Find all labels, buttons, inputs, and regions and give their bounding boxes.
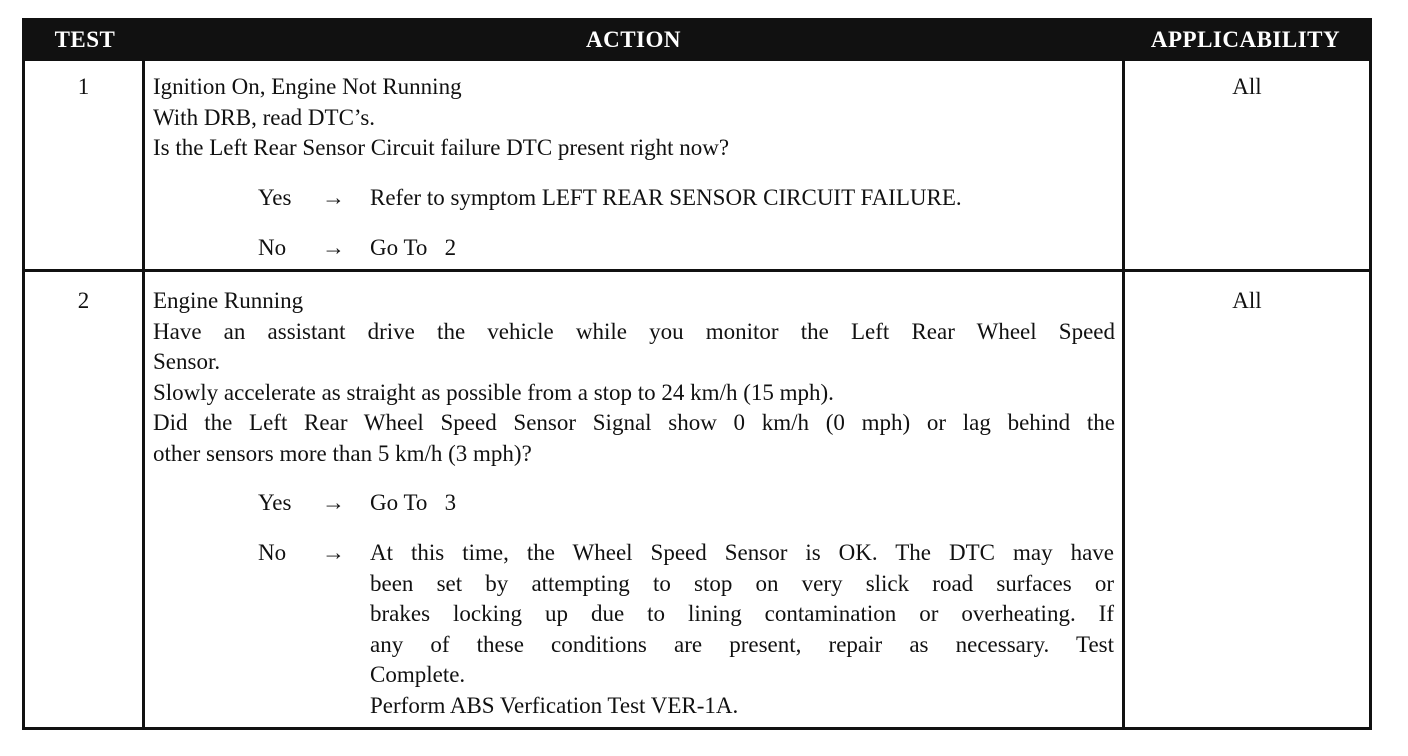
action-line: Sensor. (153, 349, 221, 374)
no-label: No (258, 235, 287, 260)
test-number: 1 (77, 74, 90, 99)
yes-label: Yes (258, 185, 292, 210)
action-text (153, 286, 1115, 469)
applicability-value: All (1232, 288, 1262, 313)
no-result: Go To 2 (370, 235, 457, 260)
action-line: Slowly accelerate as straight as possible from a stop to 24 km/h (15 mph). (153, 379, 834, 405)
action-text (153, 72, 729, 164)
header-action: ACTION (585, 27, 681, 52)
header-applicability: APPLICABILITY (1150, 27, 1341, 52)
row-divider (25, 269, 1369, 272)
result-line: brakes locking up due to lining contamination or overheating. If (370, 601, 1114, 626)
arrow-icon: → (322, 490, 345, 515)
action-line: other sensors more than 5 km/h (3 mph)? (153, 440, 532, 466)
arrow-icon: → (322, 540, 345, 565)
result-line: any of these conditions are present, repair as necessary. Test (370, 631, 1114, 657)
action-line: Did the Left Rear Wheel Speed Sensor Signal show 0 km/h (0 mph) or lag behind the (153, 410, 1115, 435)
action-line: Have an assistant drive the vehicle while you monitor the Left Rear Wheel Speed (153, 318, 1115, 344)
action-line: Engine Running (153, 288, 304, 313)
result-line: been set by attempting to stop on very slick road surfaces or (370, 570, 1114, 596)
yes-result: Go To 3 (370, 490, 457, 515)
no-result (370, 538, 1114, 721)
table-header (25, 21, 1369, 61)
action-line: Ignition On, Engine Not Running (153, 74, 462, 99)
yes-label: Yes (258, 490, 292, 515)
test-number: 2 (77, 288, 90, 313)
diagnostic-test-table (22, 18, 1372, 730)
column-divider (1122, 61, 1125, 727)
no-label: No (258, 540, 287, 565)
action-line: Is the Left Rear Sensor Circuit failure DTC present right now? (153, 135, 730, 160)
yes-result: Refer to symptom LEFT REAR SENSOR CIRCUIT FAILURE. (370, 185, 962, 210)
column-divider (142, 61, 145, 727)
applicability-value: All (1232, 74, 1262, 99)
result-line: At this time, the Wheel Speed Sensor is OK. The DTC may have (370, 540, 1114, 565)
result-line: Complete. (370, 662, 466, 687)
arrow-icon: → (322, 185, 345, 210)
header-test: TEST (54, 27, 116, 52)
result-line: Perform ABS Verfication Test VER-1A. (370, 692, 739, 718)
action-line: With DRB, read DTC’s. (153, 104, 376, 130)
arrow-icon: → (322, 235, 345, 260)
